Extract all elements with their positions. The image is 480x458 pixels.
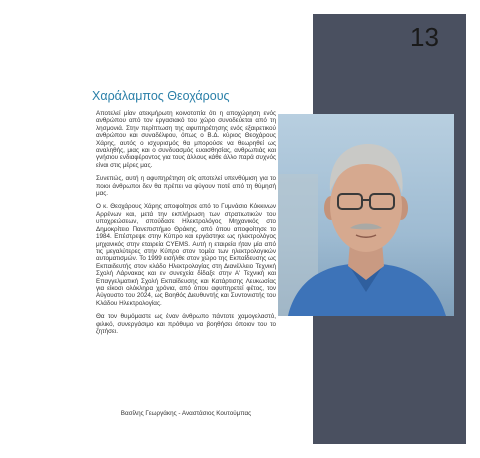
article-body: [96, 110, 276, 341]
article-title: Χαράλαμπος Θεοχάρους: [92, 89, 230, 103]
portrait-photo: [278, 114, 454, 316]
paragraph: Θα τον θυμόμαστε ως έναν άνθρωπο πάντοτε χαμογελαστό, φιλικό, συνεργάσιμο και πρόθυμο να βοηθήσει όποιον του το ζητήσει.: [96, 313, 276, 335]
paragraph: Συνεπώς, αυτή η αφυπηρέτηση σίς αποτελεί υπενθύμιση για το ποιοι άνθρωποι δεν θα πρέπει να φύγουν ποτέ από τη θύμησή μας.: [96, 175, 276, 198]
paragraph: Ο κ. Θεοχάρους Χάρης αποφοίτησε από το Γυμνάσιο Κόκκινων Αρρένων και, μετά την εκπλήρωση των στρατιωτικών του υποχρεώσεων, σπούδασε Ηλεκτρολόγος Μηχανικός στο Δημοκρίτειο Πανεπιστήμιο Θράκης, από όπου αποφοίτησε το 1984. Επέστρεψε στην Κύπρο και εργάστηκε ως ηλεκτρολόγος μηχανικός στην εταιρεία CYEMS. Αυτή η εταιρεία ήταν μία από τις μεγαλύτερες στην Κύπρο στον τομέα των ηλεκτρολογικών αυτοματισμών. Το 1999 εισήλθε στον χώρο της Εκπαίδευσης ως Εκπαιδευτής στον κλάδο Ηλεκτρολογίας στη Διανέλλειο Τεχνική Σχολή Λάρνακας και εν συνεχεία δίδαξε στην Α' Τεχνική και Επαγγελματική Σχολή Εκπαίδευσης και Κατάρτισης Λευκωσίας για είκοσι ολόκληρα χρόνια, από όπου αφυπηρετεί φέτος, τον Αύγουστο του 2024, ως Βοηθός Διευθυντής και Συντονιστής του Κλάδου Ηλεκτρολογίας.: [96, 203, 276, 307]
page-number: 13: [410, 22, 439, 52]
signature: Βασίλης Γεωργάκης - Αναστάσιος Κουτούμπας: [120, 410, 252, 417]
paragraph: Αποτελεί μίαν ατεκμήρωτη κοινοτοπία ότι η αποχώρηση ενός ανθρώπου από τον εργασιακό του χώρο συνοδεύεται από τη λησμονιά. Στην περίπτωση της αφυπηρέτησης ενός εξαιρετικού ανθρώπου και συναδέλφου, όπως ο Β.Δ. κύριος Θεοχάρους Χάρης, αυτός ο ισχυρισμός θα μπορούσε να θεωρηθεί ως αναληθής, μιας και ο συνδυασμός ευαισθησίας, ανθρωπιάς και γνήσιου ενδιαφέροντος για τους άλλους κάθε άλλο παρά συχνός είναι στις μέρες μας.: [96, 110, 276, 169]
portrait-image: [278, 114, 454, 316]
